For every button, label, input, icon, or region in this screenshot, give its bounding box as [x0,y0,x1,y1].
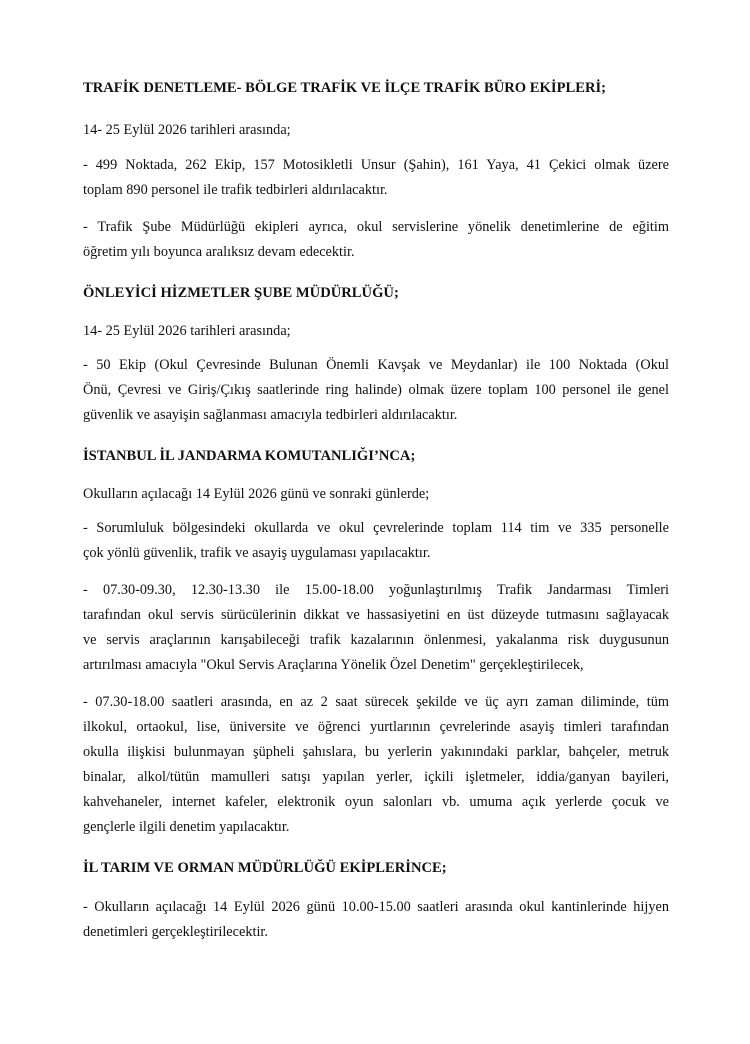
section-heading-traffic: TRAFİK DENETLEME- BÖLGE TRAFİK VE İLÇE TRAFİK BÜRO EKİPLERİ; [83,80,607,96]
paragraph-line: - Okulların açılacağı 14 Eylül 2026 günü 10.00-15.00 saatleri arasında okul kantinlerinde hijyen [83,899,669,915]
paragraph-line: 14- 25 Eylül 2026 tarihleri arasında; [83,323,291,339]
paragraph-line: ve servis araçlarının karışabileceği trafik kazalarının önlenmesi, yakalanma risk duygusunun [83,632,669,648]
paragraph-line: toplam 890 personel ile trafik tedbirleri aldırılacaktır. [83,182,388,198]
section-heading-gendarmerie: İSTANBUL İL JANDARMA KOMUTANLIĞI’NCA; [83,448,416,464]
paragraph-line: güvenlik ve asayişin sağlanması amacıyla tedbirleri aldırılacaktır. [83,407,458,423]
paragraph-line: 14- 25 Eylül 2026 tarihleri arasında; [83,122,291,138]
paragraph-line: Önü, Çevresi ve Giriş/Çıkış saatlerinde ring halinde) olmak üzere toplam 100 personel ile genel [83,382,669,398]
paragraph-line: - 50 Ekip (Okul Çevresinde Bulunan Önemli Kavşak ve Meydanlar) ile 100 Noktada (Okul [83,357,669,373]
paragraph-line: artırılması amacıyla "Okul Servis Araçlarına Yönelik Özel Denetim" gerçekleştirilecek, [83,657,584,673]
section-heading-preventive: ÖNLEYİCİ HİZMETLER ŞUBE MÜDÜRLÜĞÜ; [83,285,399,301]
paragraph-line: çok yönlü güvenlik, trafik ve asayiş uygulaması yapılacaktır. [83,545,431,561]
paragraph-line: ilkokul, ortaokul, lise, üniversite ve öğrenci yurtlarının çevrelerinde asayiş timleri tarafından [83,719,669,735]
paragraph-line: denetimleri gerçekleştirilecektir. [83,924,268,940]
paragraph-line: tarafından okul servis sürücülerinin dikkat ve hassasiyetini en üst düzeyde tutmasını sağlayacak [83,607,669,623]
paragraph-line: - Sorumluluk bölgesindeki okullarda ve okul çevrelerinde toplam 114 tim ve 335 personelle [83,520,669,536]
paragraph-line: binalar, alkol/tütün mamulleri satışı yapılan yerler, içkili işletmeler, iddia/ganyan bayileri, [83,769,669,785]
paragraph-line: kahvehaneler, internet kafeler, elektronik oyun salonları vb. umuma açık yerlerde çocuk ve [83,794,669,810]
paragraph-line: - 499 Noktada, 262 Ekip, 157 Motosikletli Unsur (Şahin), 161 Yaya, 41 Çekici olmak üzere [83,157,669,173]
paragraph-line: öğretim yılı boyunca aralıksız devam edecektir. [83,244,355,260]
paragraph-line: Okulların açılacağı 14 Eylül 2026 günü ve sonraki günlerde; [83,486,430,502]
paragraph-line: gençlerle ilgili denetim yapılacaktır. [83,819,290,835]
paragraph-line: - 07.30-18.00 saatleri arasında, en az 2 saat sürecek şekilde ve üç ayrı zaman diliminde, tüm [83,694,669,710]
paragraph-line: okulla ilişkisi bulunmayan şüpheli şahıslara, bu yerlerin yakınındaki parklar, bahçeler, metruk [83,744,669,760]
paragraph-line: - 07.30-09.30, 12.30-13.30 ile 15.00-18.00 yoğunlaştırılmış Trafik Jandarması Timleri [83,582,669,598]
section-heading-agriculture: İL TARIM VE ORMAN MÜDÜRLÜĞÜ EKİPLERİNCE; [83,860,447,876]
paragraph-line: - Trafik Şube Müdürlüğü ekipleri ayrıca, okul servislerine yönelik denetimlerine de eğitim [83,219,669,235]
